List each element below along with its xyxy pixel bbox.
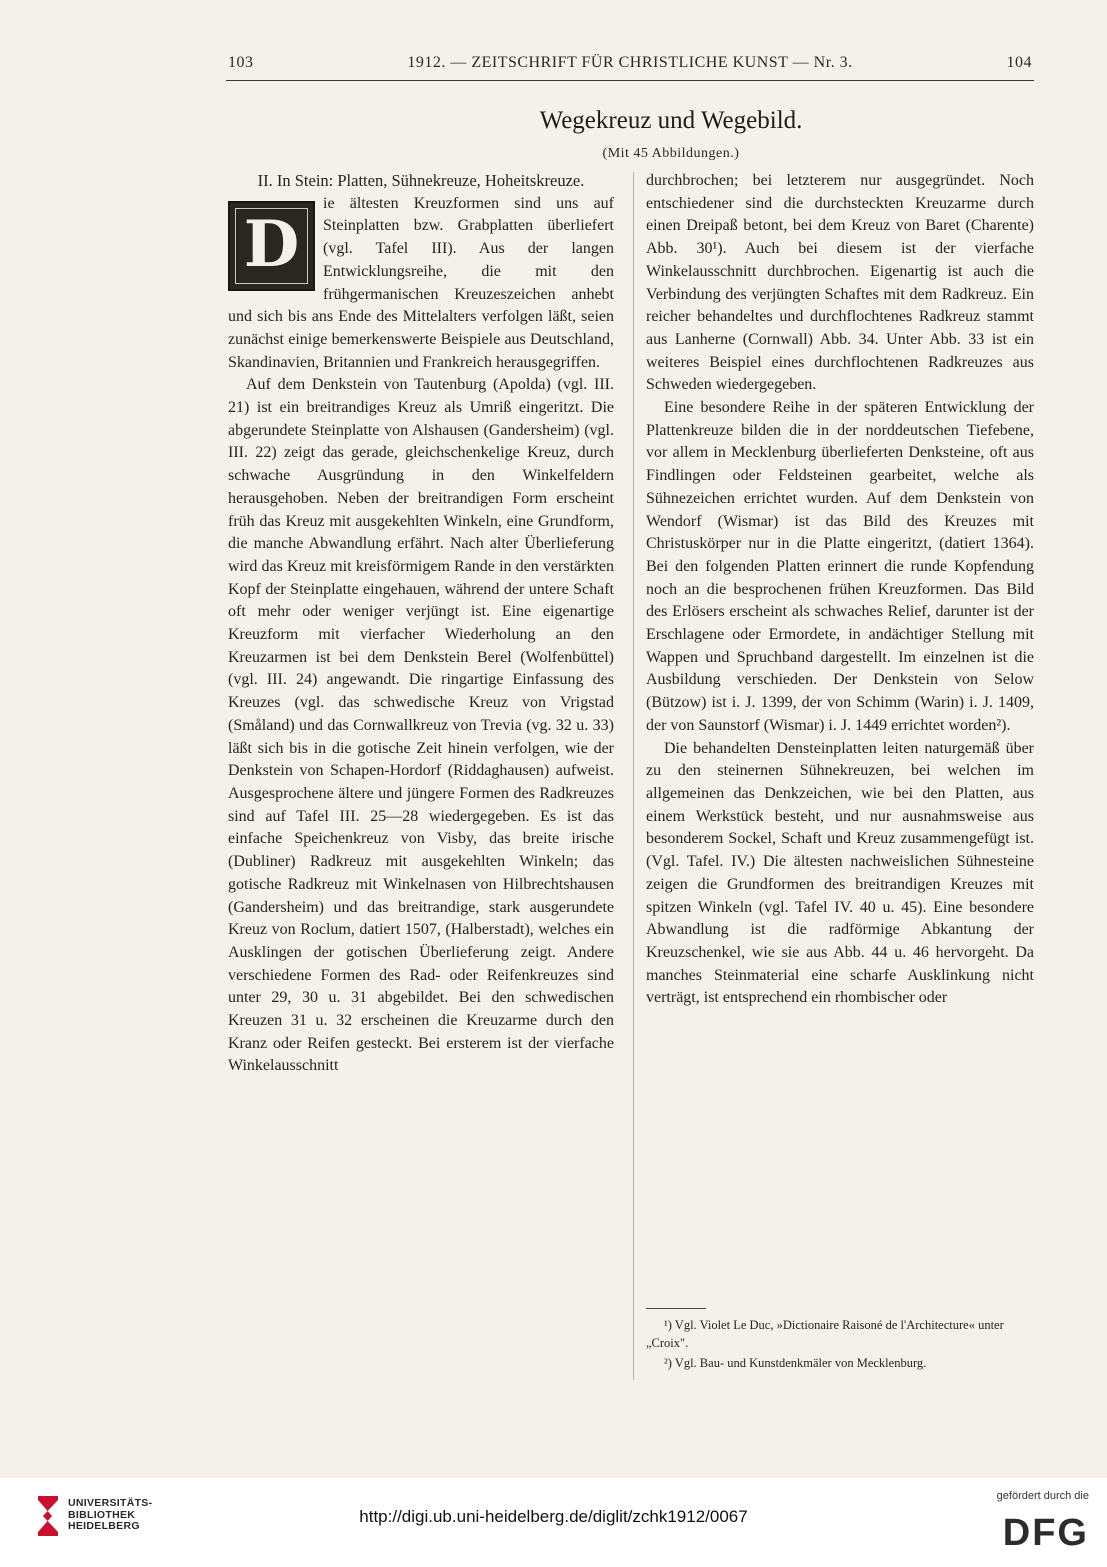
running-title: 1912. — ZEITSCHRIFT FÜR CHRISTLICHE KUNST — Nr. 3. bbox=[407, 54, 853, 71]
left-paragraph-2: Auf dem Denkstein von Tautenburg (Apolda) (vgl. III. 21) ist ein breitrandiges Kreuz als Umriß eingeritzt. Die abgerundete Steinplatte von Alshausen (Gandersheim) (vgl. III. 22) zeigt das gerade, gleichschenkelige Kreuz, durch schwache Ausgründung in den Winkelfeldern herausgehoben. Neben der breitrandigen Form erscheint früh das Kreuz mit ausgekehlten Winkeln, eine Grundform, die manche Abwandlung erfährt. Nach alter Überlieferung wird das Kreuz mit kreisförmigem Rande in den verstärkten Kopf der Steinplatte eingehauen, während der untere Schaft oft mehr oder weniger verjüngt ist. Eine eigenartige Kreuzform mit vierfacher Wiederholung an den Kreuzarmen ist bei dem Denkstein Berel (Wolfenbüttel) (vgl. III. 24) angewandt. Die ringartige Einfassung des Kreuzes (vgl. das schwedische Kreuz von Vrigstad (Småland) und das Cornwallkreuz von Trevia (vg. 32 u. 33) läßt sich bis in die gotische Zeit hinein verfolgen, wie der Denkstein von Schapen-Hordorf (Riddaghausen) aufweist. Ausgesprochene ältere und jüngere Formen des Radkreuzes sind auf Tafel III. 25—28 wiedergegeben. Es ist das einfache Speichenkreuz von Visby, das breite irische (Dubliner) Radkreuz mit ausgekehlten Winkeln; das gotische Radkreuz mit Winkelnasen von Hilbrechtshausen (Gandersheim) und das breitrandige, stark ausgerundete Kreuz von Roclum, datiert 1507, (Halberstadt), welches ein Ausklingen der gotischen Überlieferung zeigt. Andere verschiedene Formen des Rad- oder Reifenkreuzes sind unter 29, 30 u. 31 abgebildet. Bei den schwedischen Kreuzen 31 u. 32 erscheinen die Kreuzarme durch den Kranz oder Reifen gesteckt. Bei ersterem ist der vierfache Winkelausschnitt bbox=[228, 376, 614, 1075]
article-subtitle: (Mit 45 Abbildungen.) bbox=[602, 146, 740, 161]
library-name-line-2: BIBLIOTHEK bbox=[68, 1508, 136, 1521]
right-paragraph-3: Die behandelten Densteinplatten leiten naturgemäß über zu den steinernen Sühnekreuzen, bei welchen im allgemeinen das Denkzeichen, wie bei den Platten, aus einem Werkstück besteht, und nur ausnahmsweise aus besonderem Sockel, Schaft und Kreuz zusammengefügt ist. (Vgl. Tafel. IV.) Die ältesten nachweislichen Sühnesteine zeigen die Grundformen des breitrandigen Kreuzes mit spitzen Winkeln (vgl. Tafel IV. 40 u. 45). Eine besondere Abwandlung ist die radförmige Abkantung der Kreuzschenkel, wie sie aus Abb. 44 u. 46 hervorgeht. Da manches Steinmaterial eine scharfe Ausklinkung nicht verträgt, ist entsprechend ein rhombischer oder bbox=[646, 739, 1034, 1007]
decorated-initial-letter bbox=[228, 201, 315, 291]
funding-text: gefördert durch die bbox=[996, 1490, 1089, 1502]
library-name-line-3: HEIDELBERG bbox=[68, 1520, 140, 1532]
footnote-1: ¹) Vgl. Violet Le Duc, »Dictionaire Raisoné de l'Architecture« unter „Croix". bbox=[646, 1318, 1004, 1350]
running-header bbox=[226, 54, 1034, 80]
header-rule bbox=[226, 80, 1034, 81]
initial-letter-glyph: D bbox=[235, 208, 308, 284]
dfg-logo[interactable]: DFG bbox=[1002, 1512, 1089, 1554]
viewer-footer bbox=[0, 1478, 1107, 1567]
right-paragraph-1: durchbrochen; bei letzterem nur ausgegründet. Noch entschiedener sind die durchsteckten Kreuzarme durch einen Dreipaß betont, bei dem Kreuz von Baret (Charente) Abb. 30¹). Auch bei diesem ist der vierfache Winkelausschnitt durchbrochen. Eigenartig ist auch die Verbindung des verjüngten Schaftes mit dem Radkreuz. Ein reicher behandeltes und durchflochtenes Radkreuz stammt aus Lanherne (Cornwall) Abb. 34. Unter Abb. 33 ist ein weiteres Beispiel eines durchflochtenen Radkreuzes aus Schweden wiedergegeben. bbox=[646, 172, 1034, 394]
left-paragraph-1: ie ältesten Kreuzformen sind uns auf Steinplatten bzw. Grabplatten überliefert (vgl. Tafel III). Aus der langen Entwicklungsreihe, die mit den frühgermanischen Kreuzeszeichen anhebt und sich bis ans Ende des Mittelalters verfolgen läßt, seien zunächst einige bemerkenswerte Beispiele aus Deutschland, Skandinavien, Britannien und Frankreich herausgegriffen. bbox=[228, 194, 614, 371]
permalink-url[interactable]: http://digi.ub.uni-heidelberg.de/diglit/zchk1912/0067 bbox=[359, 1507, 748, 1526]
page-number-right: 104 bbox=[1006, 54, 1032, 71]
right-column bbox=[646, 170, 1034, 1010]
article-title: Wegekreuz und Wegebild. bbox=[539, 107, 803, 134]
right-paragraph-2: Eine besondere Reihe in der späteren Entwicklung der Plattenkreuze bilden die in der norddeutschen Tiefebene, vor allem in Mecklenburg überlieferten Denksteine, oft aus Findlingen oder Feldsteinen gearbeitet, welche als Sühnezeichen errichtet wurden. Auf dem Denkstein von Wendorf (Wismar) ist das Bild des Kreuzes mit Christuskörper nur in die Platte eingeritzt, (datiert 1364). Bei den folgenden Platten erinnert die runde Kopfendung noch an die besprochenen frühen Kreuzformen. Das Bild des Erlösers erscheint als schwaches Relief, darunter ist der Erschlagene oder Ermordete, in andächtiger Stellung mit Wappen und Spruchband dargestellt. Im einzelnen ist die Ausbildung verschieden. Der Denkstein von Selow (Bützow) ist i. J. 1399, der von Schimm (Warin) i. J. 1409, der von Saunstorf (Wismar) i. J. 1449 errichtet worden²). bbox=[646, 399, 1034, 734]
footnote-2: ²) Vgl. Bau- und Kunstdenkmäler von Mecklenburg. bbox=[664, 1356, 927, 1370]
library-name-line-1: UNIVERSITÄTS- bbox=[68, 1497, 153, 1509]
left-column bbox=[228, 170, 614, 1078]
footnote-rule bbox=[646, 1308, 706, 1309]
section-heading: II. In Stein: Platten, Sühnekreuze, Hoheitskreuze. bbox=[257, 171, 585, 190]
column-divider bbox=[633, 172, 634, 1380]
page-number-left: 103 bbox=[228, 54, 254, 71]
